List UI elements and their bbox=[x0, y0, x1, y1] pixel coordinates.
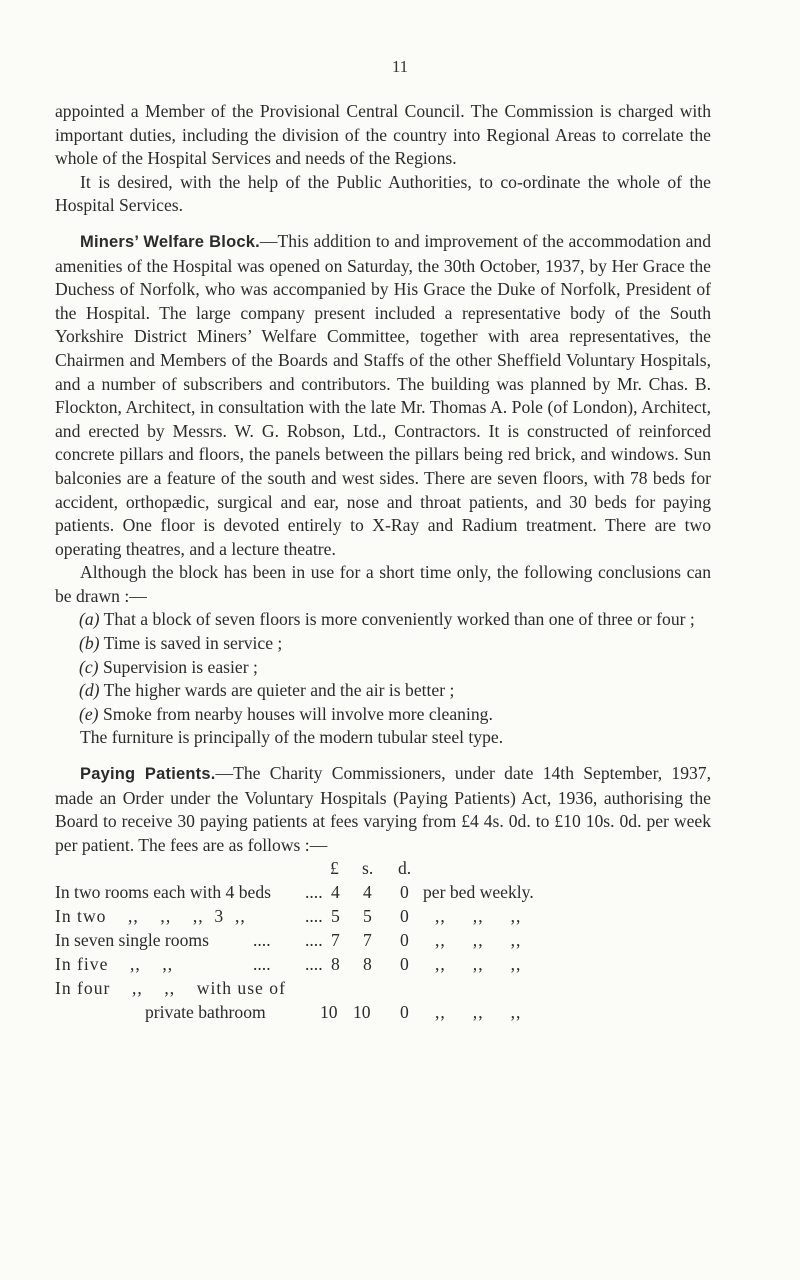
conclusions-list bbox=[55, 608, 711, 726]
fee-pounds: 8 bbox=[331, 954, 340, 975]
table-row bbox=[55, 905, 755, 929]
conclusions-intro: Although the block has been in use for a short time only, the following conclusions can be drawn :— bbox=[55, 562, 711, 606]
section-miners-welfare bbox=[55, 230, 711, 561]
fees-header-row bbox=[55, 857, 755, 881]
fee-shillings: 4 bbox=[363, 882, 372, 903]
list-item bbox=[55, 656, 711, 680]
fee-pounds: 5 bbox=[331, 906, 340, 927]
list-item-label: (e) bbox=[79, 703, 99, 724]
table-row bbox=[55, 929, 755, 953]
pounds-header: £ bbox=[330, 858, 339, 879]
fee-description: In two rooms each with 4 beds bbox=[55, 882, 271, 903]
list-item-text: Time is saved in service ; bbox=[103, 633, 283, 654]
list-item-label: (d) bbox=[79, 680, 100, 701]
fee-pence: 0 bbox=[400, 930, 409, 951]
section-paying-patients bbox=[55, 762, 711, 857]
fees-table bbox=[55, 857, 711, 1087]
fee-pounds: 10 bbox=[320, 1002, 338, 1023]
list-item-label: (c) bbox=[79, 656, 99, 677]
fee-shillings: 7 bbox=[363, 930, 372, 951]
list-item-text: Supervision is easier ; bbox=[102, 656, 258, 677]
list-item-text: That a block of seven floors is more conveniently worked than one of three or four ; bbox=[103, 609, 695, 630]
table-row bbox=[55, 1001, 755, 1025]
fee-shillings: 5 bbox=[363, 906, 372, 927]
fee-unit: ,, ,, ,, bbox=[435, 954, 522, 975]
fee-description: In seven single rooms bbox=[55, 930, 209, 951]
fee-pounds: 7 bbox=[331, 930, 340, 951]
fee-shillings: 10 bbox=[353, 1002, 371, 1023]
fee-unit: ,, ,, ,, bbox=[435, 1002, 522, 1023]
fee-pence: 0 bbox=[400, 882, 409, 903]
paying-patients-text: —The Charity Commissioners, under date 14th September, 1937, made an Order under the Voluntary Hospitals (Paying Patients) Act, 1936, authorising the Board to receive 30 paying patients at fees varying from £4 4s. 0d. to £10 10s. 0d. per week per patient. The fees are as follows :— bbox=[55, 763, 712, 855]
page-body bbox=[55, 100, 711, 1087]
fee-description: In five ,, ,, bbox=[55, 954, 174, 975]
table-row bbox=[55, 953, 755, 977]
leader-dots: .... bbox=[305, 954, 323, 975]
paragraph-commission: appointed a Member of the Provisional Central Council. The Commission is charged with important duties, including the division of the country into Regional Areas to correlate the whole of the Hospital Services and needs of the Regions. bbox=[55, 101, 711, 169]
leader-dots-mid: .... bbox=[253, 930, 271, 951]
list-item-label: (b) bbox=[79, 633, 100, 654]
page-number: 11 bbox=[391, 57, 409, 76]
leader-dots: .... bbox=[305, 882, 323, 903]
leader-dots-mid: .... bbox=[253, 954, 271, 975]
list-item-text: The higher wards are quieter and the air is better ; bbox=[103, 680, 455, 701]
fee-pence: 0 bbox=[400, 906, 409, 927]
miners-welfare-text: —This addition to and improvement of the accommodation and amenities of the Hospital was opened on Saturday, the 30th October, 1937, by Her Grace the Duchess of Norfolk, who was accompanied by His Grace the Duke of Norfolk, President of the Hospital. The large company present included a representative body of the South Yorkshire District Miners’ Welfare Committee, together with area representatives, the Chairmen and Members of the Boards and Staffs of the other Sheffield Voluntary Hospitals, and a number of subscribers and contributors. The building was planned by Mr. Chas. B. Flockton, Architect, in consultation with the late Mr. Thomas A. Pole (of London), Architect, and erected by Messrs. W. G. Robson, Ltd., Contractors. It is constructed of reinforced concrete pillars and floors, the panels between the pillars being red brick, and windows. Sun balconies are a feature of the south and west sides. There are seven floors, with 78 beds for accident, orthopædic, surgical and ear, nose and throat patients, and 30 beds for paying patients. One floor is devoted entirely to X-Ray and Radium treatment. There are two operating theatres, and a lecture theatre. bbox=[55, 230, 711, 559]
fee-shillings: 8 bbox=[363, 954, 372, 975]
paying-patients-heading: Paying Patients. bbox=[80, 765, 216, 784]
list-item-text: Smoke from nearby houses will involve more cleaning. bbox=[102, 703, 493, 724]
fee-description: In two ,, ,, ,, 3 ,, bbox=[55, 906, 246, 927]
list-item bbox=[55, 632, 711, 656]
fee-pence: 0 bbox=[400, 954, 409, 975]
pence-header: d. bbox=[398, 858, 412, 879]
fee-pence: 0 bbox=[400, 1002, 409, 1023]
fee-unit: per bed weekly. bbox=[423, 882, 534, 903]
leader-dots: .... bbox=[305, 930, 323, 951]
fee-pounds: 4 bbox=[331, 882, 340, 903]
table-row bbox=[55, 881, 755, 905]
list-item-label: (a) bbox=[79, 609, 100, 630]
furniture-note: The furniture is principally of the modern tubular steel type. bbox=[80, 727, 504, 748]
fee-unit: ,, ,, ,, bbox=[435, 930, 522, 951]
paragraph-coordinate: It is desired, with the help of the Public Authorities, to co-ordinate the whole of the Hospital Services. bbox=[55, 171, 711, 216]
fee-unit: ,, ,, ,, bbox=[435, 906, 522, 927]
list-item bbox=[55, 703, 711, 727]
list-item bbox=[55, 608, 711, 632]
shillings-header: s. bbox=[362, 858, 374, 879]
table-row bbox=[55, 977, 755, 1001]
miners-welfare-heading: Miners’ Welfare Block. bbox=[80, 232, 260, 251]
fee-description: private bathroom bbox=[145, 1002, 266, 1023]
fee-description: In four ,, ,, with use of bbox=[55, 978, 286, 999]
list-item bbox=[55, 679, 711, 703]
leader-dots: .... bbox=[305, 906, 323, 927]
